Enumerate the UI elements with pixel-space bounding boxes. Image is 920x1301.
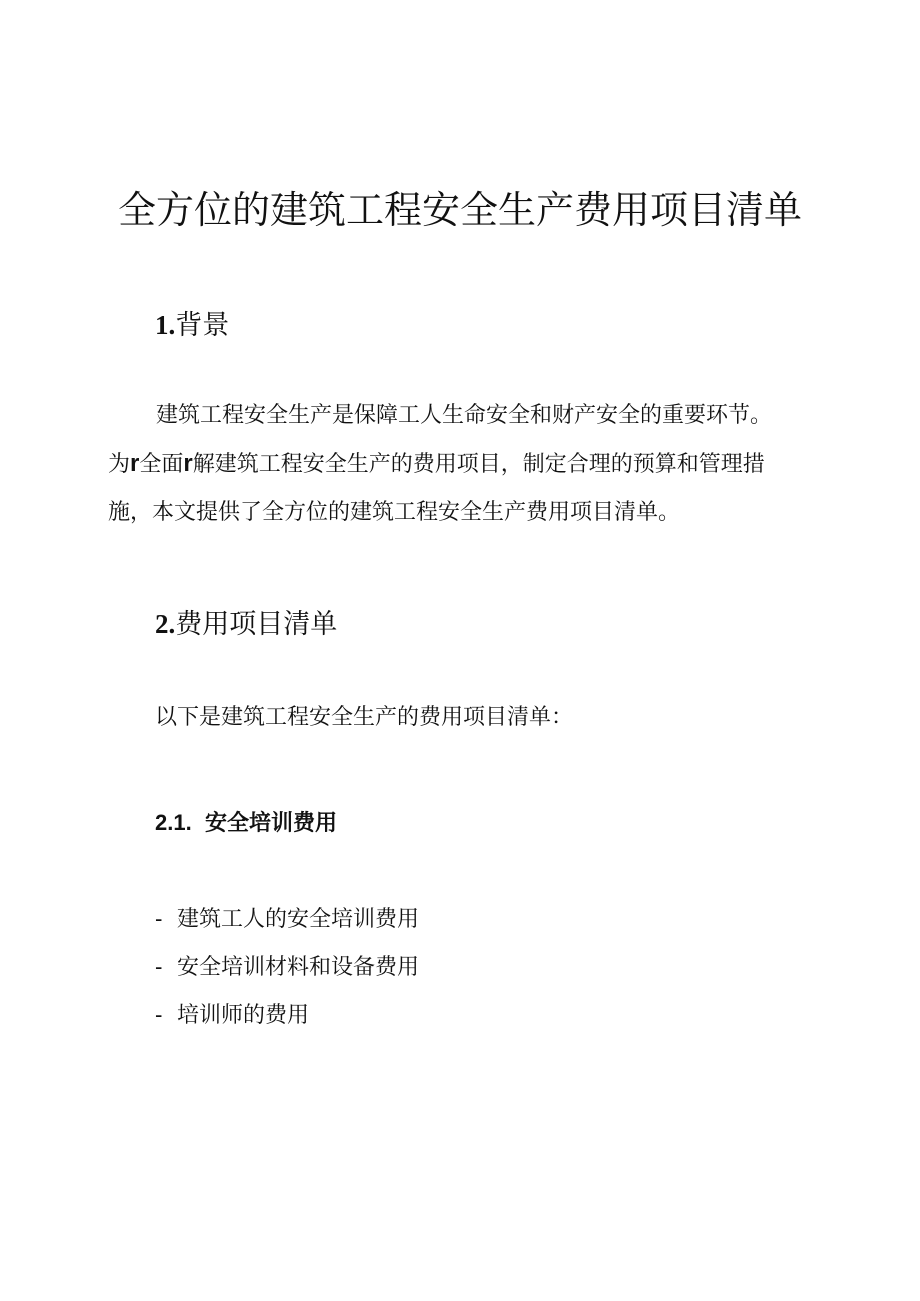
list-item [155, 948, 419, 996]
list-item-text: 安全培训材料和设备费用 [177, 955, 420, 980]
paragraph-line [108, 440, 808, 489]
section-heading-background [155, 307, 229, 344]
section-title: 费用项目清单 [175, 609, 338, 640]
bullet-dash: - [155, 907, 163, 932]
cost-list-intro: 以下是建筑工程安全生产的费用项目清单： [155, 705, 574, 730]
list-item [155, 900, 419, 948]
subsection-heading [155, 806, 337, 841]
section-number: 1. [155, 310, 176, 340]
text-run: 全面 [139, 452, 184, 477]
bullet-dash: - [155, 955, 163, 980]
text-run: r [130, 450, 140, 477]
training-cost-list [155, 900, 419, 1044]
text-run: 为 [108, 452, 131, 477]
text-run: r [183, 450, 193, 477]
list-item-text: 建筑工人的安全培训费用 [177, 907, 420, 932]
section-number: 2. [155, 609, 176, 639]
section-title: 背景 [175, 310, 230, 341]
subsection-title: 安全培训费用 [205, 811, 338, 836]
subsection-number: 2.1. [155, 810, 192, 835]
text-run: 解建筑工程安全生产的费用项目，制定合理的预算和管理措 [192, 452, 765, 477]
paragraph-line: 施，本文提供了全方位的建筑工程安全生产费用项目清单。 [108, 500, 681, 525]
document-title: 全方位的建筑工程安全生产费用项目清单 [117, 188, 802, 232]
background-paragraph [108, 392, 808, 537]
section-heading-cost-list [155, 606, 337, 643]
paragraph-line: 建筑工程安全生产是保障工人生命安全和财产安全的重要环节。 [156, 403, 773, 428]
list-item [155, 996, 419, 1044]
list-item-text: 培训师的费用 [177, 1003, 310, 1028]
bullet-dash: - [155, 1003, 163, 1028]
